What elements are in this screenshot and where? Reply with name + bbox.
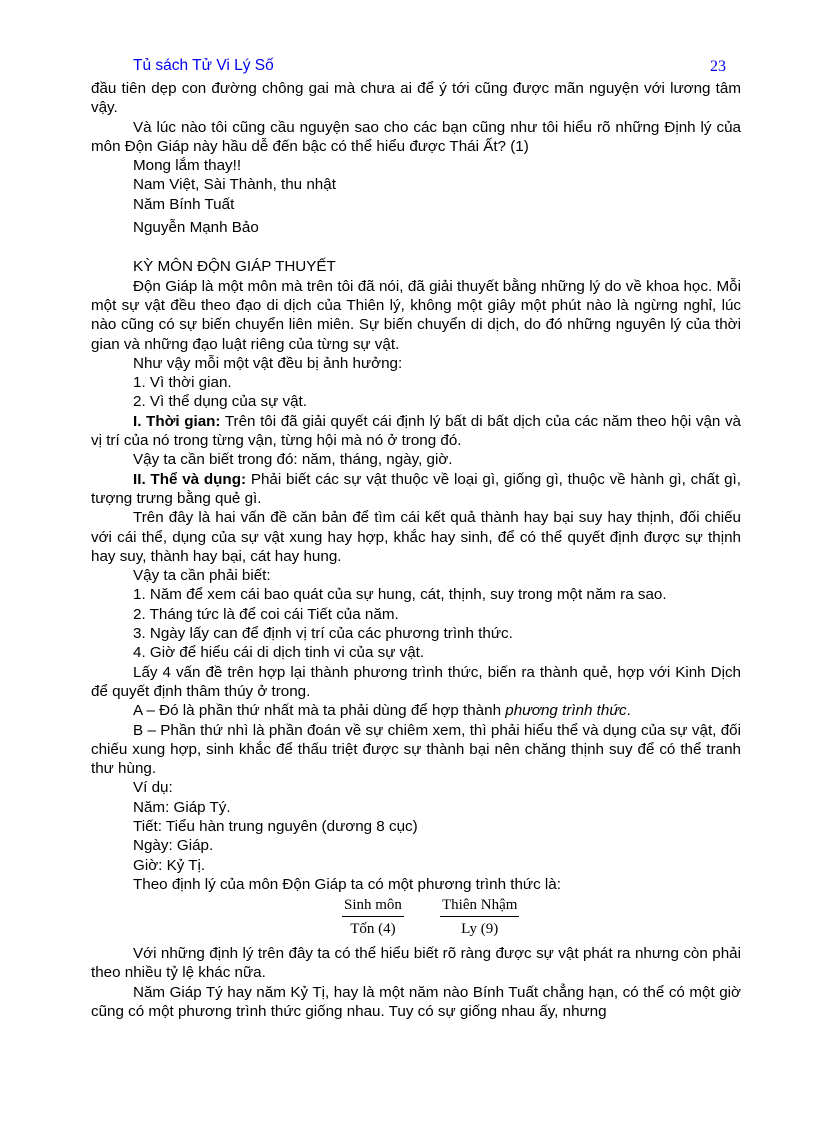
- fraction-numerator: Sinh môn: [342, 896, 404, 917]
- signature-year: Năm Bính Tuất: [133, 195, 235, 213]
- paragraph: [91, 701, 741, 720]
- paragraph: Trên đây là hai vấn đề căn bản để tìm cái kết quả thành hay bại suy hay thịnh, đối chiếu với cái thể, dụng của sự vật xung hay hợp, khắc hay sinh, để có thể quyết định được sự thịnh hay suy, thành hay bại, cát hay hung.: [91, 509, 741, 565]
- fraction-numerator: Thiên Nhậm: [440, 896, 519, 917]
- paragraph: Độn Giáp là một môn mà trên tôi đã nói, đã giải thuyết bằng những lý do về khoa học. Mỗi một sự vật đều theo đạo di dịch của Thiên lý, không một giây một phút nào là ngừng nghỉ, lúc nào cũng có sự biến chuyển liên miên. Sự biến chuyển di dịch, do đó những nguyên lý của thời gian và những đạo luật riêng của từng sự vật.: [91, 277, 741, 353]
- paragraph: Như vậy mỗi một vật đều bị ảnh hưởng:: [133, 354, 403, 372]
- subheading-time: I. Thời gian:: [133, 412, 221, 430]
- paragraph-text: Trên tôi đã giải quyết cái định lý bất di bất dịch của các năm theo hội vận và vị trí của nó trong từng vận, từng hội mà nó ở trong đó.: [91, 412, 742, 450]
- spacer: [91, 237, 741, 257]
- fraction-denominator: Tốn (4): [350, 921, 396, 938]
- list-item: 1. Năm để xem cái bao quát của sự hung, cát, thịnh, suy trong một năm ra sao.: [133, 586, 667, 604]
- example-line: Năm: Giáp Tý.: [133, 798, 231, 816]
- section-heading: KỲ MÔN ĐỘN GIÁP THUYẾT: [133, 258, 336, 276]
- paragraph: Và lúc nào tôi cũng cầu nguyện sao cho các bạn cũng như tôi hiểu rõ những Định lý của môn Độn Giáp này hầu dễ đến bậc có thể hiểu được Thái Ất? (1): [91, 118, 741, 155]
- example-line: Ngày: Giáp.: [133, 837, 214, 855]
- paragraph-text: Phải biết các sự vật thuộc về loại gì, giống gì, thuộc về hành gì, chất gì, tượng trưng bằng quẻ gì.: [91, 470, 741, 507]
- paragraph: Ví dụ:: [133, 779, 173, 797]
- document-body: [91, 79, 741, 1021]
- paragraph: B – Phần thứ nhì là phần đoán về sự chiêm xem, thì phải hiểu thể và dụng của sự vật, đối chiếu xung hợp, sinh khắc để thấu triệt được sự thành bại nên chăng thịnh suy để có thể tranh thư hùng.: [91, 721, 741, 778]
- example-line: Giờ: Kỷ Tị.: [133, 856, 206, 874]
- paragraph: Vậy ta cần biết trong đó: năm, tháng, ngày, giờ.: [133, 451, 453, 469]
- paragraph: Vậy ta cần phải biết:: [133, 567, 271, 585]
- formula-fraction-right: [440, 896, 519, 938]
- paragraph: Theo định lý của môn Độn Giáp ta có một phương trình thức là:: [133, 875, 561, 893]
- page-number: 23: [710, 58, 726, 75]
- emphasis-term: phương trình thức: [505, 702, 627, 720]
- formula-fraction-left: [342, 896, 404, 938]
- header-title: Tủ sách Tử Vi Lý Số: [133, 57, 274, 74]
- paragraph-text: A – Đó là phần thứ nhất mà ta phải dùng để hợp thành: [133, 702, 506, 720]
- list-item: 4. Giờ để hiểu cái di dịch tinh vi của sự vật.: [133, 644, 425, 662]
- paragraph: [91, 412, 741, 451]
- paragraph: Năm Giáp Tý hay năm Kỷ Tị, hay là một năm nào Bính Tuất chẳng hạn, có thể có một giờ cũng có một phương trình thức giống nhau. Tuy có sự giống nhau ấy, nhưng: [91, 983, 741, 1021]
- list-item: 2. Tháng tức là để coi cái Tiết của năm.: [133, 605, 399, 623]
- list-item: 1. Vì thời gian.: [133, 374, 232, 392]
- list-item: 2. Vì thể dụng của sự vật.: [133, 393, 307, 411]
- signature-author: Nguyễn Mạnh Bảo: [133, 219, 259, 237]
- paragraph-text: .: [626, 702, 631, 720]
- example-line: Tiết: Tiểu hàn trung nguyên (dương 8 cục): [133, 817, 418, 835]
- subheading-body-use: II. Thể và dụng:: [133, 470, 247, 488]
- paragraph: Với những định lý trên đây ta có thể hiểu biết rõ ràng được sự vật phát ra nhưng còn phải theo nhiều tỷ lệ khác nữa.: [91, 945, 741, 982]
- list-item: 3. Ngày lấy can để định vị trí của các phương trình thức.: [133, 625, 513, 643]
- paragraph: Lấy 4 vấn đề trên hợp lại thành phương trình thức, biến ra thành quẻ, hợp với Kinh Dịch để quyết định thâm thúy ở trong.: [91, 663, 741, 700]
- paragraph: đầu tiên dẹp con đường chông gai mà chưa ai để ý tới cũng được mãn nguyện với lương tâm vậy.: [91, 80, 741, 117]
- paragraph: Mong lắm thay!!: [133, 157, 242, 175]
- paragraph: [91, 470, 741, 509]
- fraction-denominator: Ly (9): [461, 921, 499, 938]
- signature-place: Nam Việt, Sài Thành, thu nhật: [133, 176, 336, 194]
- formula: [91, 896, 741, 940]
- page-header: [133, 57, 726, 79]
